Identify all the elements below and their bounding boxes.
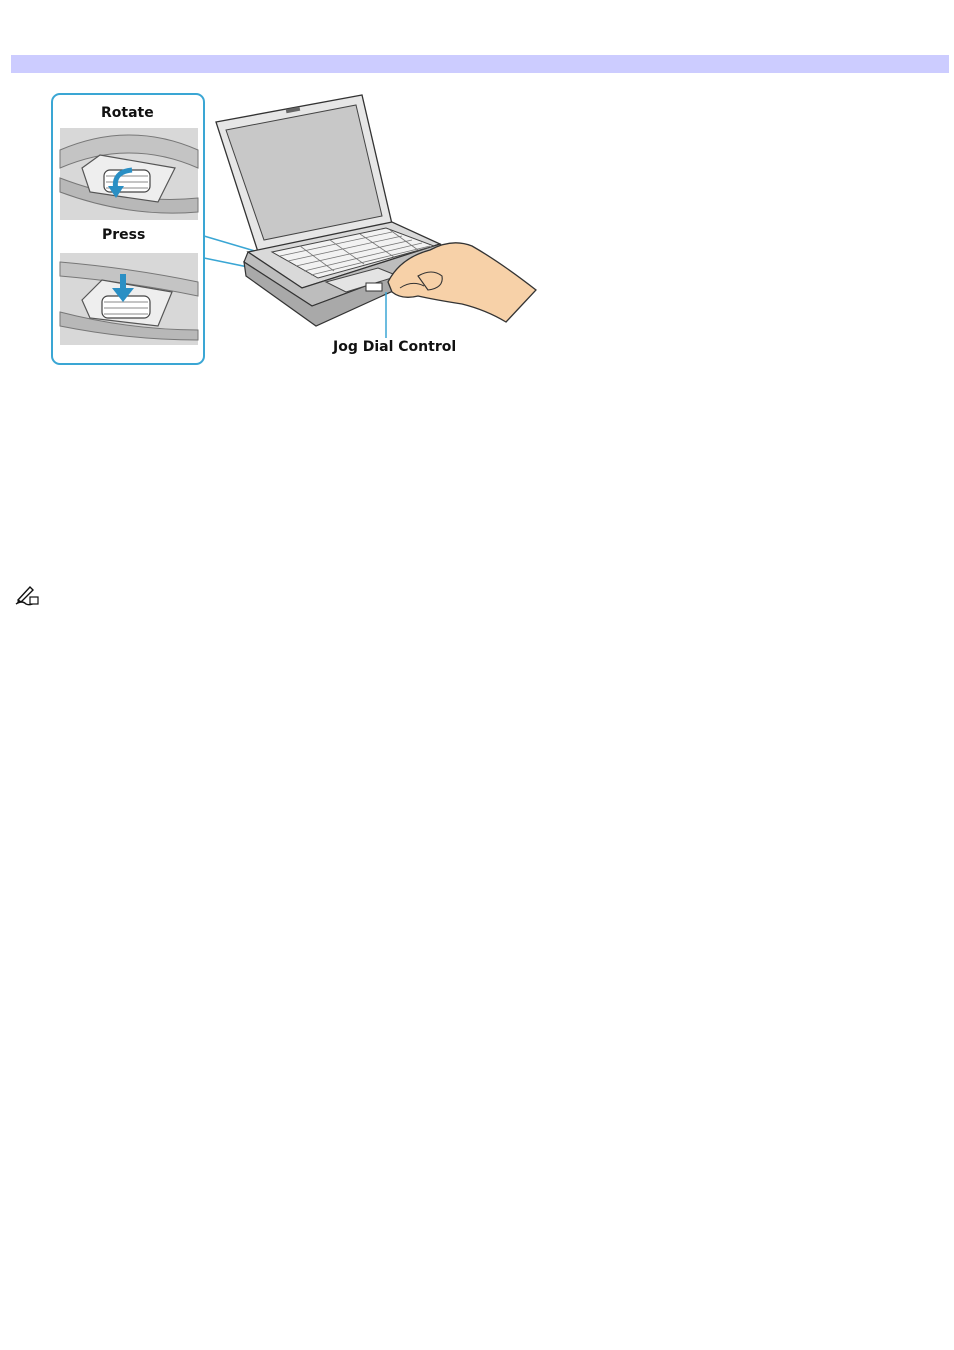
note-pencil-icon [14,584,40,606]
jog-dial-control-label: Jog Dial Control [333,339,457,355]
press-inset [60,253,198,345]
jog-dial-illustration [0,0,560,375]
rotate-label: Rotate [101,105,154,121]
rotate-inset [60,128,198,220]
press-label: Press [102,227,146,243]
